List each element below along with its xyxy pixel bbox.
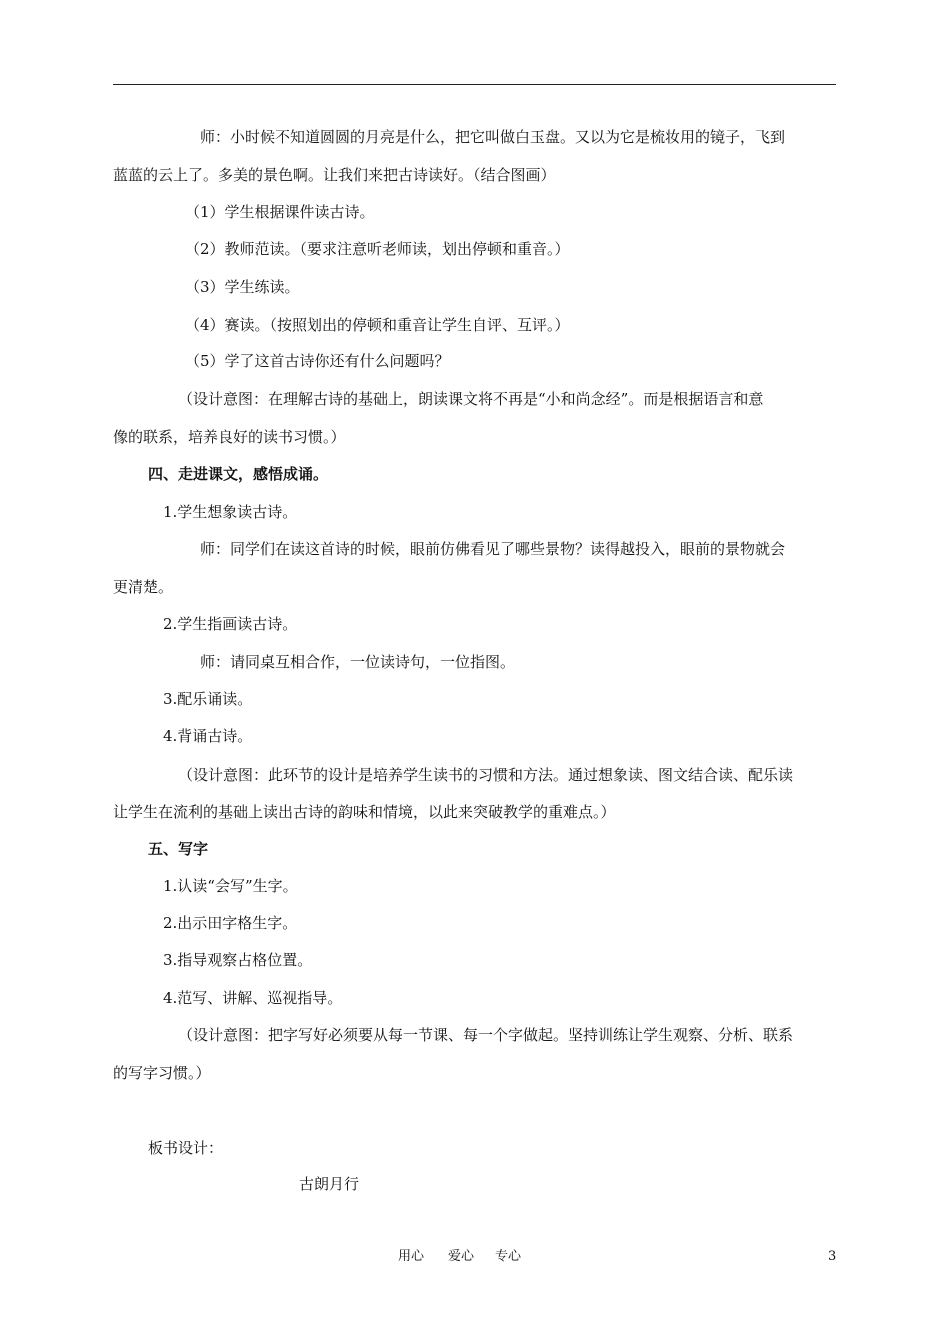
- s5-item-2: 2.出示田字格生字。: [163, 914, 298, 932]
- step-1: （1）学生根据课件读古诗。: [185, 203, 375, 221]
- footer-motto-3: 专心: [495, 1249, 522, 1264]
- section-heading-5: 五、写字: [148, 840, 209, 858]
- footer-motto-2: 爱心: [448, 1249, 475, 1264]
- design-intent-2-line-2: 让学生在流利的基础上读出古诗的韵味和情境，以此来突破教学的重难点。）: [113, 803, 616, 821]
- s5-item-3: 3.指导观察占格位置。: [163, 951, 313, 969]
- step-4: （4）赛读。（按照划出的停顿和重音让学生自评、互评。）: [185, 316, 570, 334]
- page-number: 3: [828, 1249, 837, 1264]
- s4-item-3: 3.配乐诵读。: [163, 690, 253, 708]
- teacher-line-1: 师：小时候不知道圆圆的月亮是什么，把它叫做白玉盘。又以为它是梳妆用的镜子，飞到: [200, 128, 786, 146]
- design-intent-2-line-1: （设计意图：此环节的设计是培养学生读书的习惯和方法。通过想象读、图文结合读、配乐读: [178, 766, 794, 784]
- footer-motto-1: 用心: [398, 1249, 425, 1264]
- s4-teacher-line-2: 更清楚。: [113, 578, 174, 596]
- step-2: （2）教师范读。（要求注意听老师读，划出停顿和重音。）: [185, 240, 570, 258]
- s4-item-4: 4.背诵古诗。: [163, 727, 253, 745]
- s5-item-4: 4.范写、讲解、巡视指导。: [163, 989, 343, 1007]
- section-heading-4: 四、走进课文，感悟成诵。: [148, 465, 329, 483]
- design-intent-1-line-2: 像的联系，培养良好的读书习惯。）: [113, 428, 346, 446]
- s4-item-2: 2.学生指画读古诗。: [163, 615, 298, 633]
- design-intent-3-line-1: （设计意图：把字写好必须要从每一节课、每一个字做起。坚持训练让学生观察、分析、联系: [178, 1026, 794, 1044]
- step-3: （3）学生练读。: [185, 278, 300, 296]
- header-rule: [113, 84, 836, 85]
- step-5: （5）学了这首古诗你还有什么问题吗？: [185, 352, 450, 370]
- s4-teacher-line-3: 师：请同桌互相合作，一位读诗句，一位指图。: [200, 653, 516, 671]
- s4-teacher-line-1: 师：同学们在读这首诗的时候，眼前仿佛看见了哪些景物？读得越投入，眼前的景物就会: [200, 540, 786, 558]
- s5-item-1: 1.认读“会写”生字。: [163, 877, 298, 895]
- board-design-label: 板书设计：: [148, 1139, 224, 1157]
- design-intent-1-line-1: （设计意图：在理解古诗的基础上，朗读课文将不再是“小和尚念经”。而是根据语言和意: [178, 390, 764, 408]
- teacher-line-2: 蓝蓝的云上了。多美的景色啊。让我们来把古诗读好。（结合图画）: [113, 166, 556, 184]
- design-intent-3-line-2: 的写字习惯。）: [113, 1064, 211, 1082]
- s4-item-1: 1.学生想象读古诗。: [163, 503, 298, 521]
- board-title: 古朗月行: [299, 1175, 360, 1193]
